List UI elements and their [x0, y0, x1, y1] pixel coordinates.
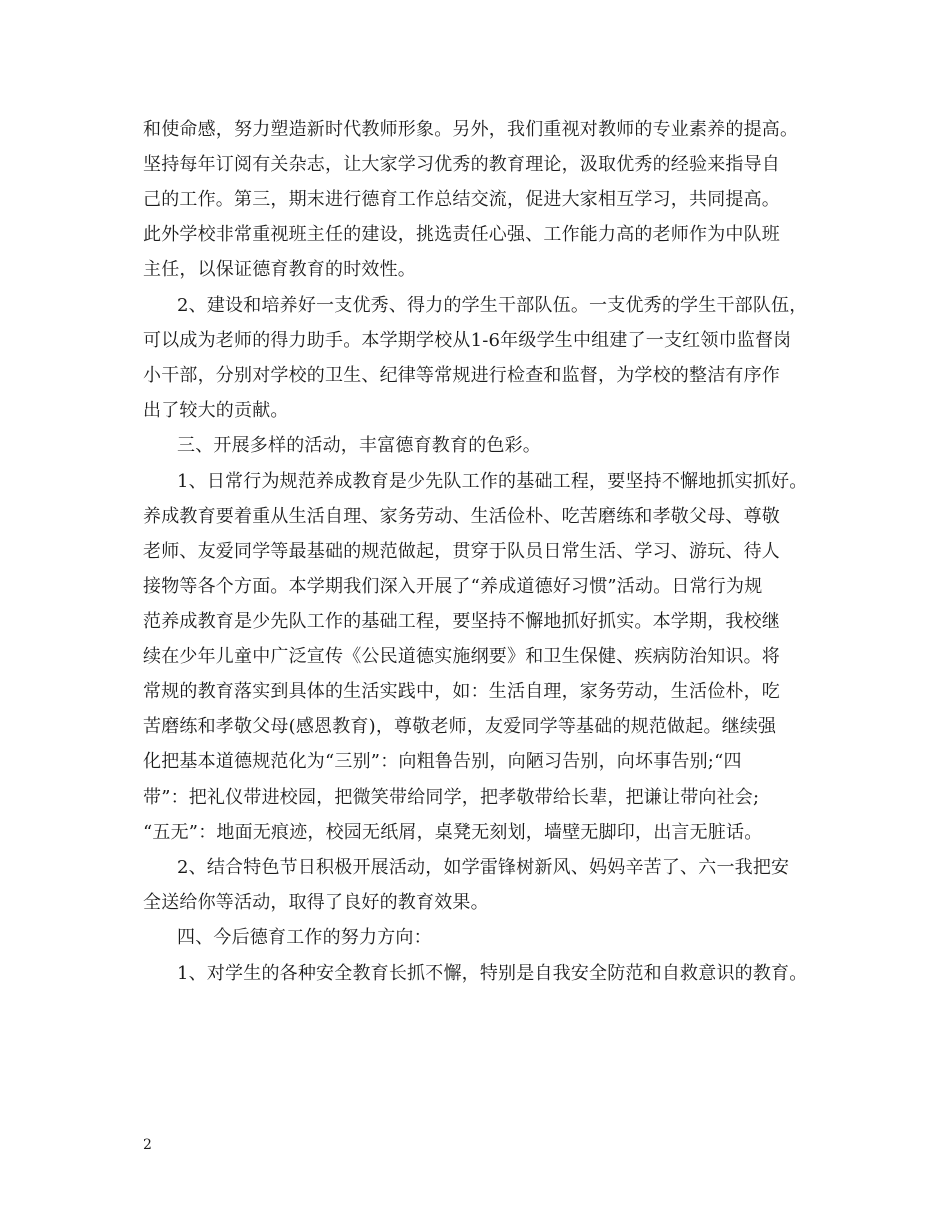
section-heading: 四、今后德育工作的努力方向： — [177, 927, 432, 948]
text-line: 带”：把礼仪带进校园，把微笑带给同学，把孝敬带给长辈，把谦让带向社会; — [143, 787, 760, 808]
text-line: 小干部，分别对学校的卫生、纪律等常规进行检查和监督，为学校的整洁有序作 — [143, 365, 780, 386]
text-line: 主任，以保证德育教育的时效性。 — [143, 259, 416, 280]
text-line: 苦磨练和孝敬父母(感恩教育)，尊敬老师，友爱同学等基础的规范做起。继续强 — [143, 716, 777, 737]
text-line: 此外学校非常重视班主任的建设，挑选责任心强、工作能力高的老师作为中队班 — [143, 224, 780, 245]
paragraph-start: 1、对学生的各种安全教育长抓不懈，特别是自我安全防范和自救意识的教育。 — [177, 963, 808, 984]
text-line: 己的工作。第三，期末进行德育工作总结交流，促进大家相互学习，共同提高。 — [143, 189, 780, 210]
page-number: 2 — [143, 1137, 152, 1153]
text-line: 和使命感，努力塑造新时代教师形象。另外，我们重视对教师的专业素养的提高。 — [143, 119, 799, 140]
text-line: 出了较大的贡献。 — [143, 400, 289, 421]
section-heading: 三、开展多样的活动，丰富德育教育的色彩。 — [177, 435, 541, 456]
text-line: 养成教育要着重从生活自理、家务劳动、生活俭朴、吃苦磨练和孝敬父母、尊敬 — [143, 506, 780, 527]
text-line: “五无”：地面无痕迹，校园无纸屑，桌凳无刻划，墙壁无脚印，出言无脏话。 — [143, 822, 763, 843]
text-line: 全送给你等活动，取得了良好的教育效果。 — [143, 892, 489, 913]
paragraph-start: 2、建设和培养好一支优秀、得力的学生干部队伍。一支优秀的学生干部队伍， — [177, 295, 808, 316]
text-line: 接物等各个方面。本学期我们深入开展了“养成道德好习惯”活动。日常行为规 — [143, 576, 763, 597]
text-line: 可以成为老师的得力助手。本学期学校从1-6年级学生中组建了一支红领巾监督岗 — [143, 330, 792, 351]
text-line: 坚持每年订阅有关杂志，让大家学习优秀的教育理论，汲取优秀的经验来指导自 — [143, 154, 780, 175]
text-line: 化把基本道德规范化为“三别”：向粗鲁告别，向陋习告别，向坏事告别;“四 — [143, 751, 742, 772]
text-line: 续在少年儿童中广泛宣传《公民道德实施纲要》和卫生保健、疾病防治知识。将 — [143, 646, 780, 667]
text-line: 范养成教育是少先队工作的基础工程，要坚持不懈地抓好抓实。本学期，我校继 — [143, 611, 780, 632]
text-line: 老师、友爱同学等最基础的规范做起，贯穿于队员日常生活、学习、游玩、待人 — [143, 541, 780, 562]
paragraph-start: 2、结合特色节日积极开展活动，如学雷锋树新风、妈妈辛苦了、六一我把安 — [177, 857, 790, 878]
text-line: 常规的教育落实到具体的生活实践中，如：生活自理，家务劳动，生活俭朴，吃 — [143, 681, 780, 702]
paragraph-start: 1、日常行为规范养成教育是少先队工作的基础工程，要坚持不懈地抓实抓好。 — [177, 471, 808, 492]
